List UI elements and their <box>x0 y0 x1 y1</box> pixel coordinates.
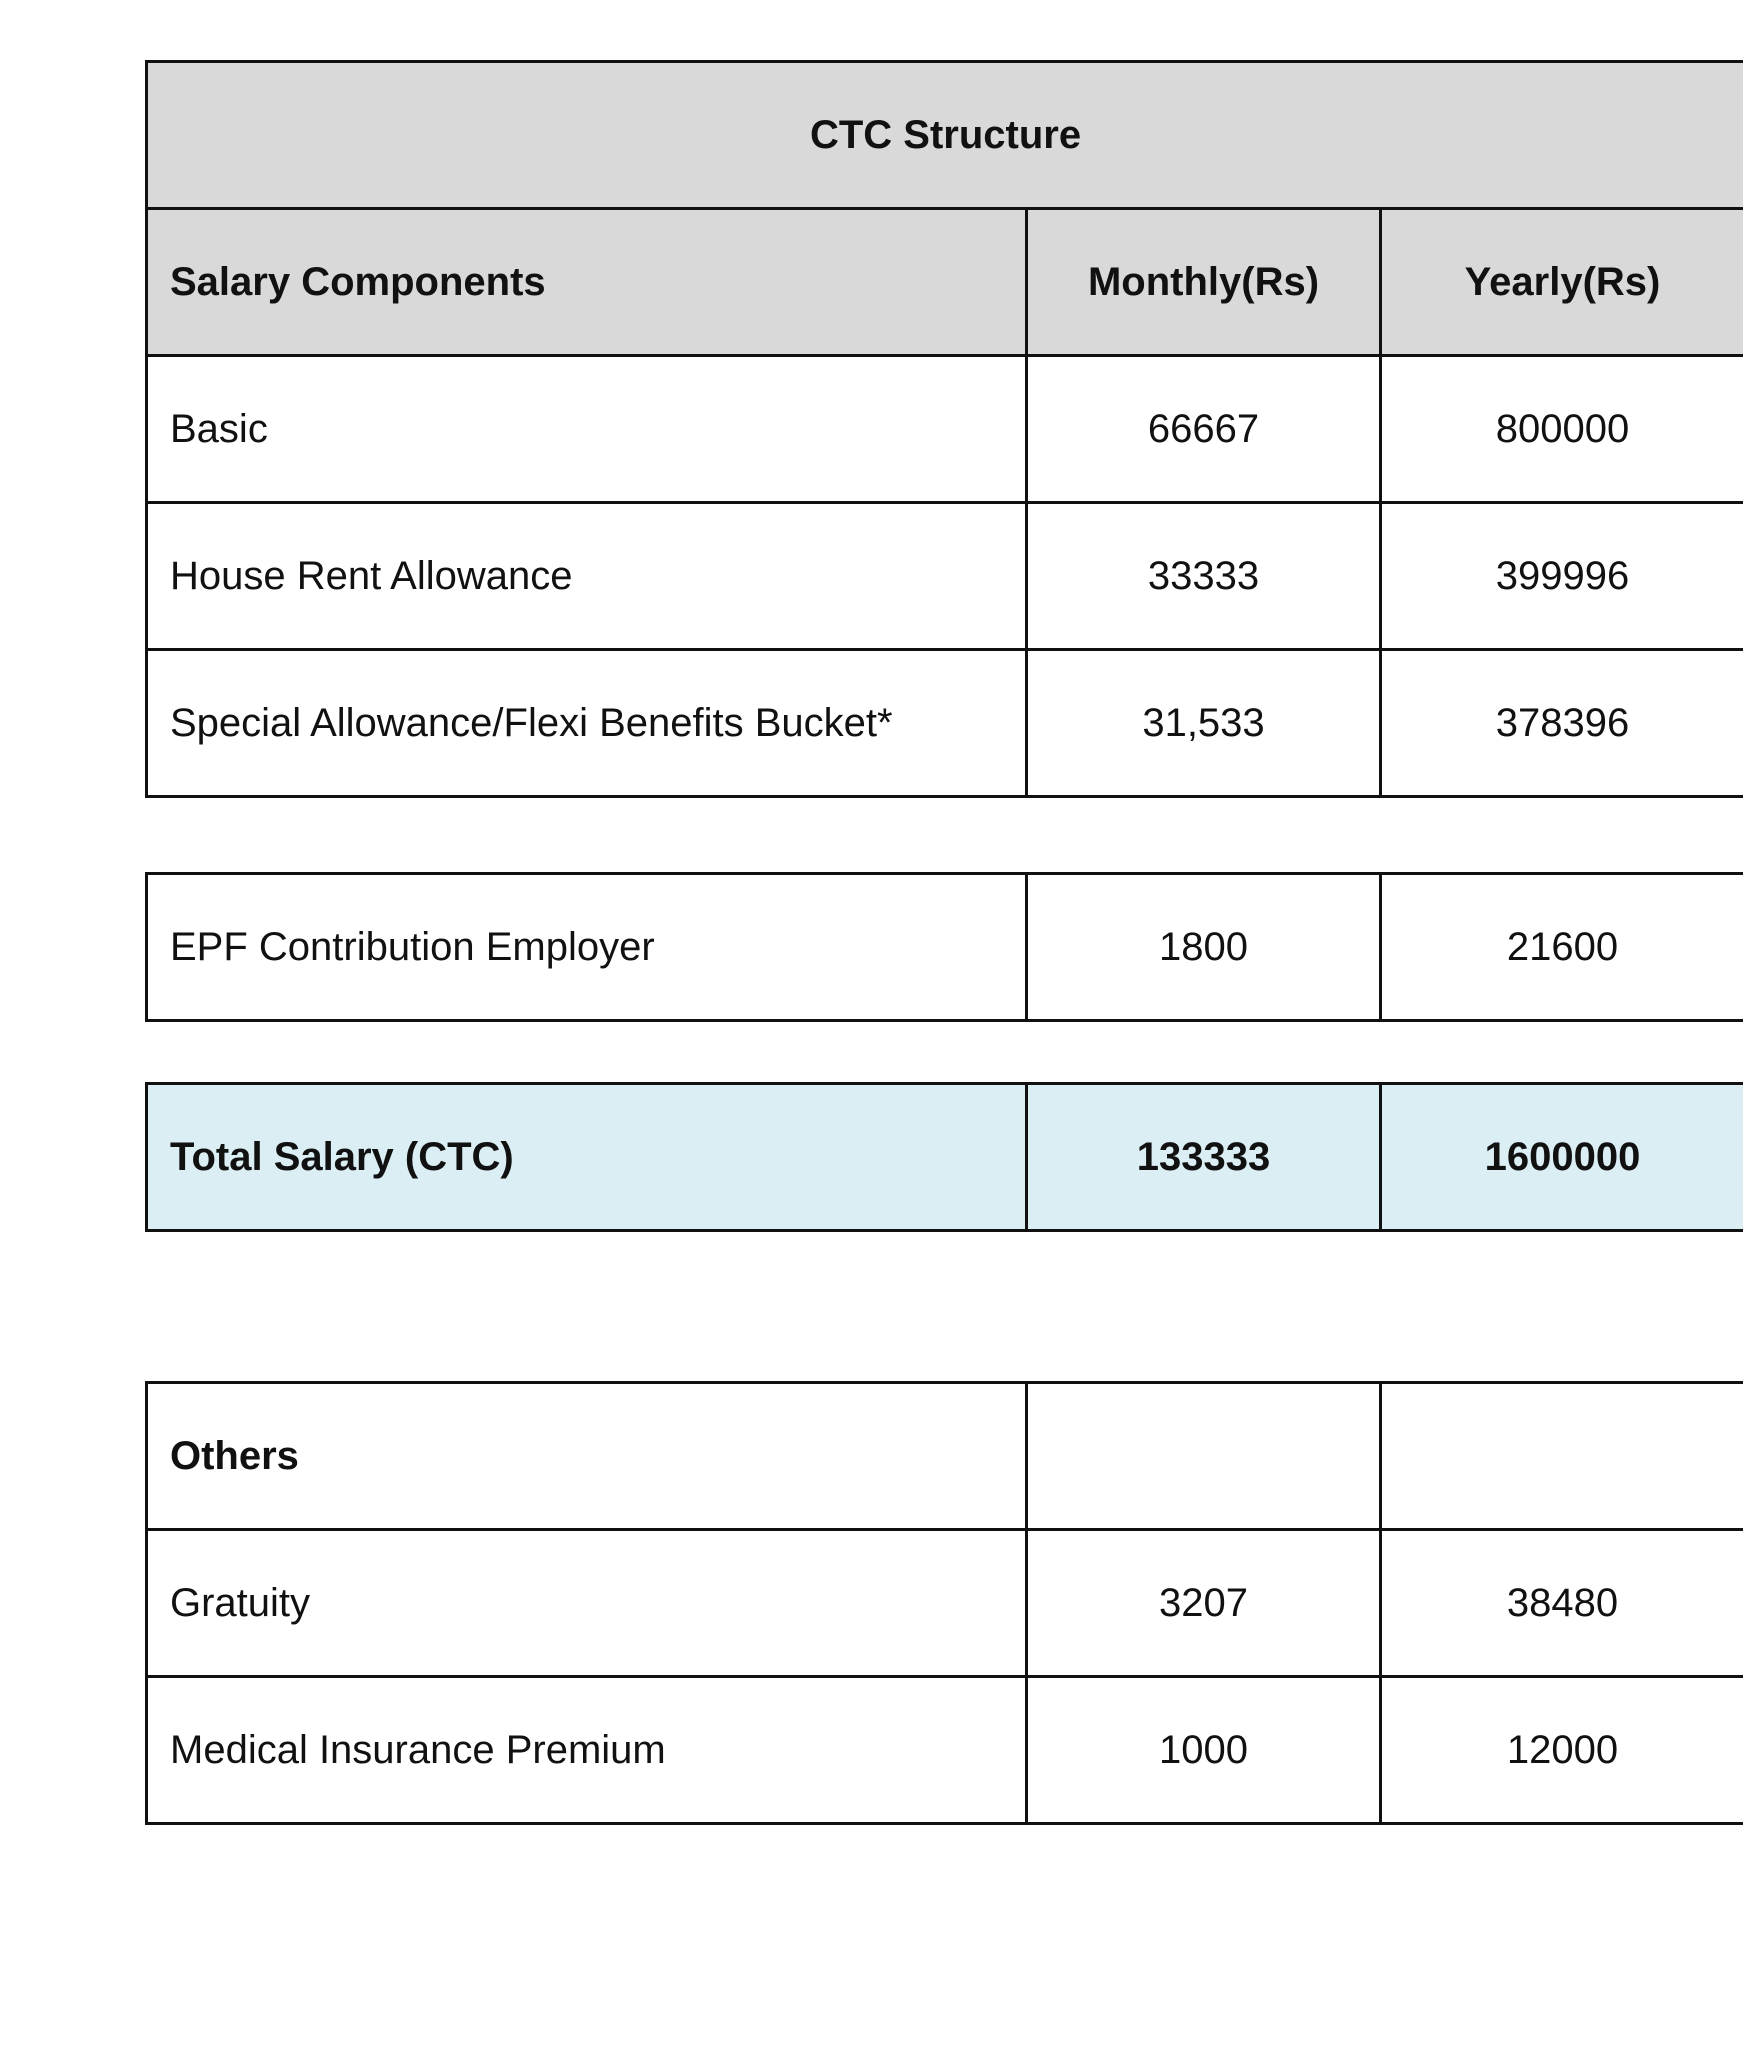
table-row-total <box>147 1084 1743 1231</box>
others-table <box>145 1381 1743 1825</box>
header-row <box>147 209 1743 356</box>
row-yearly: 21600 <box>1381 874 1743 1021</box>
total-monthly: 133333 <box>1027 1084 1381 1231</box>
ctc-structure-table <box>145 60 1743 798</box>
row-yearly: 800000 <box>1381 356 1743 503</box>
row-label: House Rent Allowance <box>147 503 1027 650</box>
others-heading: Others <box>147 1383 1027 1530</box>
table-row-special-allowance <box>147 650 1743 797</box>
row-label: Medical Insurance Premium <box>147 1677 1027 1824</box>
table-row-hra <box>147 503 1743 650</box>
row-yearly: 378396 <box>1381 650 1743 797</box>
table-row-medical-insurance <box>147 1677 1743 1824</box>
table-row-epf <box>147 874 1743 1021</box>
row-label: Gratuity <box>147 1530 1027 1677</box>
row-yearly: 38480 <box>1381 1530 1743 1677</box>
row-label: Basic <box>147 356 1027 503</box>
epf-table <box>145 872 1743 1022</box>
row-monthly: 31,533 <box>1027 650 1381 797</box>
row-yearly: 12000 <box>1381 1677 1743 1824</box>
row-yearly: 399996 <box>1381 503 1743 650</box>
column-header-monthly: Monthly(Rs) <box>1027 209 1381 356</box>
row-monthly: 3207 <box>1027 1530 1381 1677</box>
row-label: Special Allowance/Flexi Benefits Bucket* <box>147 650 1027 797</box>
row-monthly: 33333 <box>1027 503 1381 650</box>
empty-cell <box>1381 1383 1743 1530</box>
total-label: Total Salary (CTC) <box>147 1084 1027 1231</box>
column-header-component: Salary Components <box>147 209 1027 356</box>
total-yearly: 1600000 <box>1381 1084 1743 1231</box>
others-heading-row <box>147 1383 1743 1530</box>
column-header-yearly: Yearly(Rs) <box>1381 209 1743 356</box>
table-title: CTC Structure <box>147 62 1743 209</box>
row-monthly: 1000 <box>1027 1677 1381 1824</box>
empty-cell <box>1027 1383 1381 1530</box>
row-monthly: 66667 <box>1027 356 1381 503</box>
total-salary-table <box>145 1082 1743 1232</box>
table-row-gratuity <box>147 1530 1743 1677</box>
row-monthly: 1800 <box>1027 874 1381 1021</box>
table-row-basic <box>147 356 1743 503</box>
title-row <box>147 62 1743 209</box>
row-label: EPF Contribution Employer <box>147 874 1027 1021</box>
